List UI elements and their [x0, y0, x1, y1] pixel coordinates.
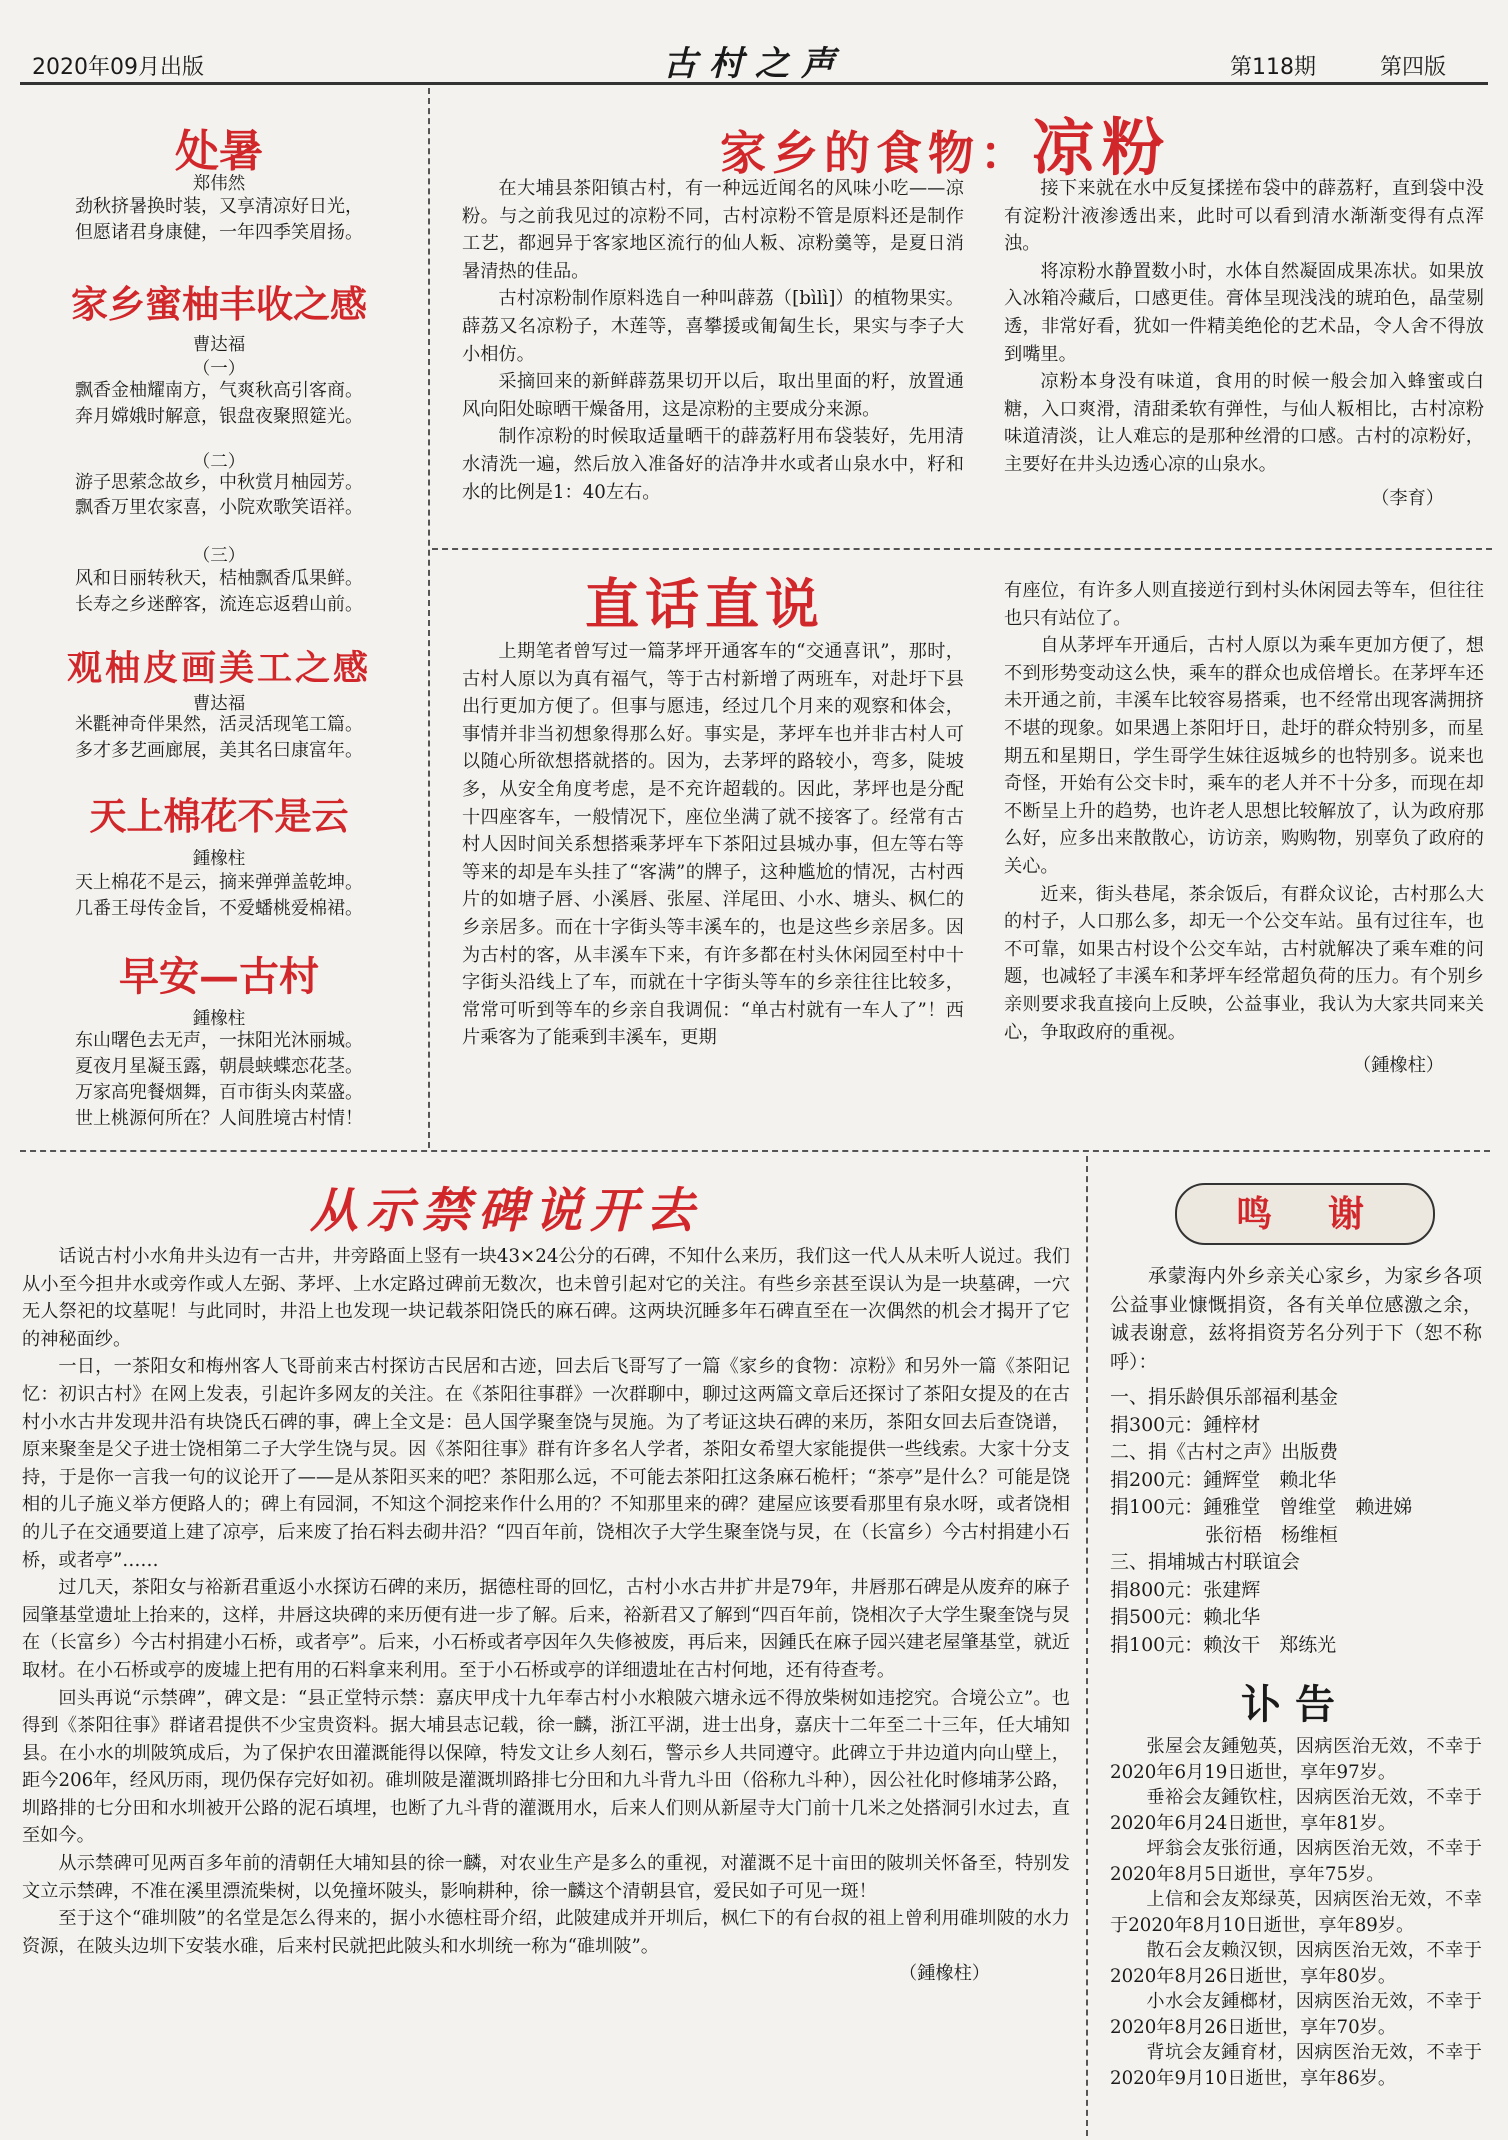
talk-column-2 [1004, 577, 1484, 1080]
stele-title: 从示禁碑说开去 [310, 1183, 703, 1239]
masthead: 古村之声 [663, 44, 847, 84]
talk-title: 直话直说 [585, 572, 825, 636]
obituary-entry: 张屋会友鍾勉英，因病医治无效，不幸于2020年6月19日逝世，享年97岁。 [1110, 1736, 1482, 1783]
thanks-line: 捐200元：鍾辉堂 赖北华 [1110, 1468, 1337, 1491]
thanks-line: 捐800元：张建辉 [1110, 1578, 1261, 1601]
thanks-line: 三、捐埔城古村联谊会 [1110, 1551, 1301, 1573]
thanks-line: 捐500元：赖北华 [1110, 1606, 1261, 1628]
poem-line: 飘香万里农家喜，小院欢歌笑语祥。 [75, 497, 363, 518]
header-issue: 第118期 [1230, 55, 1316, 80]
poem-line: 米氍神奇伴果然，活灵活现笔工篇。 [75, 714, 363, 735]
thanks-line: 二、捐《古村之声》出版费 [1110, 1441, 1339, 1463]
paragraph: 在大埔县茶阳镇古村，有一种远近闻名的风味小吃——凉粉。与之前我见过的凉粉不同，古村凉粉不管是原料还是制作工艺，都迥异于客家地区流行的仙人粄、凉粉羹等，是夏日消暑清热的佳品。 [462, 178, 964, 282]
thanks-line: 捐100元：鍾雅堂 曾维堂 赖进娣 [1110, 1496, 1413, 1518]
poem-line: 夏夜月星凝玉露，朝晨蛱蝶恋花茎。 [75, 1056, 363, 1077]
poem-line: 天上棉花不是云，摘来弹弹盖乾坤。 [75, 872, 363, 893]
poem-author: 鍾橡柱 [192, 849, 246, 869]
paragraph: 自从茅坪车开通后，古村人原以为乘车更加方便了，想不到形势变动这么快，乘车的群众也成倍增长。在茅坪车还未开通之前，丰溪车比较容易搭乘，也不经常出现客满拥挤不堪的现象。如果遇上茶阳圩日，赴圩的群众特别多，而星期五和星期日，学生哥学生妹往返城乡的也特别多。说来也奇怪，开始有公交卡时，乘车的老人并不十分多，而现在却不断呈上升的趋势，也许老人思想比较解放了，认为政府那么好，应多出来散散心，访访亲，购购物，别辜负了政府的关心。 [1004, 635, 1484, 877]
poem-line: 飘香金柚耀南方，气爽秋高引客商。 [75, 380, 363, 401]
thanks-line: 捐100元：赖汝干 郑练光 [1110, 1633, 1337, 1656]
food-title-highlight: 凉粉 [1032, 111, 1173, 184]
paragraph: 一日，一茶阳女和梅州客人飞哥前来古村探访古民居和古迹，回去后飞哥写了一篇《家乡的食物：凉粉》和另外一篇《茶阳记忆：初识古村》在网上发表，引起许多网友的关注。在《茶阳往事群》一次群聊中，聊过这两篇文章后还探讨了茶阳女提及的在古村小水古井发现井沿有块饶氏石碑的事，碑上全文是：邑人国学聚奎饶与炅施。为了考证这块石碑的来历，茶阳女回去后查饶谱，原来聚奎是父子进士饶相第二子大学生饶与炅。因《茶阳往事》群有许多名人学者，茶阳女希望大家能提供一些线索。大家十分支持，于是你一言我一句的议论开了——是从茶阳买来的吧？茶阳那么远，不可能去茶阳扛这条麻石桅杆；“茶亭”是什么？可能是饶相的儿子施义举方便路人的；碑上有园洞，不知这个洞挖来作什么用的？不知那里来的碑？建屋应该要看那里有泉水呀，或者饶相的儿子在交通要道上建了凉亭，后来废了抬石料去砌井沿？“四百年前，饶相次子大学生聚奎饶与炅，在（长富乡）今古村捐建小石桥，或者亭”…… [22, 1356, 1070, 1571]
poem-author: 郑伟然 [192, 174, 246, 194]
poem-title: 观柚皮画美工之感 [66, 649, 371, 689]
paragraph: 回头再说“示禁碑”，碑文是：“县正堂特示禁：嘉庆甲戌十九年奉古村小水粮陂六塘永远不得放柴树如违挖究。合境公立”。也得到《茶阳往事》群诸君提供不少宝贵资料。据大埔县志记载，徐一麟，浙江平湖，进士出身，嘉庆十二年至二十三年，任大埔知县。在小水的圳陂筑成后，为了保护农田灌溉能得以保障，特发文让乡人刻石，警示乡人共同遵守。此碑立于井边道内向山壁上，距今206年，经风历雨，现仍保存完好如初。碓圳陂是灌溉圳路排七分田和九斗背九斗田（俗称九斗种），因公社化时修埔茅公路，圳路排的七分田和水圳被开公路的泥石填埋，也断了九斗背的灌溉用水，后来人们则从新屋寺大门前十几米之处搭洞引水过去，直至如今。 [22, 1687, 1070, 1847]
paragraph: 有座位，有许多人则直接逆行到村头休闲园去等车，但往往也只有站位了。 [1004, 580, 1484, 629]
poem-line: 但愿诸君身康健，一年四季笑眉扬。 [75, 222, 363, 243]
food-title-main: 家乡的食物： [720, 126, 1032, 180]
paragraph: 过几天，茶阳女与裕新君重返小水探访石碑的来历，据德柱哥的回忆，古村小水古井扩井是79年，井唇那石碑是从废弃的麻子园肇基堂遗址上抬来的，这样，井唇这块碑的来历便有进一步了解。后来，裕新君又了解到“四百年前，饶相次子大学生聚奎饶与炅在（长富乡）今古村捐建小石桥，或者亭”。后来，小石桥或者亭因年久失修被废，再后来，因鍾氏在麻子园兴建老屋肇基堂，就近取材。在小石桥或亭的废墟上把有用的石料拿来利用。至于小石桥或亭的详细遗址在古村何地，还有待查考。 [22, 1577, 1070, 1681]
poem-line: 奔月嫦娥时解意，银盘夜聚照筵光。 [75, 406, 363, 427]
obituary-entry: 背坑会友鍾育材，因病医治无效，不幸于2020年9月10日逝世，享年86岁。 [1110, 2042, 1482, 2089]
obituary-entry: 垂裕会友鍾钦柱，因病医治无效，不幸于2020年6月24日逝世，享年81岁。 [1110, 1787, 1482, 1834]
column-divider [1086, 1156, 1088, 2136]
paragraph: 从示禁碑可见两百多年前的清朝任大埔知县的徐一麟，对农业生产是多么的重视，对灌溉不足十亩田的陂圳关怀备至，特别发文立示禁碑，不准在溪里漂流柴树，以免撞坏陂头，影响耕种，徐一麟这个清朝县官，爱民如子可见一斑！ [22, 1853, 1070, 1902]
column-divider [428, 88, 430, 1148]
food-column-1 [462, 175, 964, 506]
poem-title: 天上棉花不是云 [89, 795, 349, 838]
talk-column-1 [462, 638, 964, 1052]
thanks-line: 捐300元：鍾梓材 [1110, 1413, 1261, 1436]
section-divider [20, 1150, 1490, 1152]
obituary-title: 讣告 [1241, 1681, 1349, 1728]
obituary-entry: 散石会友赖汉钡，因病医治无效，不幸于2020年8月26日逝世，享年80岁。 [1110, 1940, 1482, 1987]
poem-author: 曹达福 [192, 694, 246, 714]
paragraph: 制作凉粉的时候取适量晒干的薜荔籽用布袋装好，先用清水清洗一遍，然后放入准备好的洁净井水或者山泉水中，籽和水的比例是1：40左右。 [462, 426, 964, 503]
author-signature: （鍾橡柱） [899, 1963, 990, 1985]
thanks-intro: 承蒙海内外乡亲关心家乡，为家乡各项公益事业慷慨捐资，各有关单位感激之余，诚表谢意，兹将捐资芳名分列于下（恕不称呼）： [1110, 1265, 1482, 1373]
stele-body [22, 1243, 1070, 1988]
header-date: 2020年09月出版 [32, 55, 204, 80]
food-title [720, 98, 1172, 187]
obituary-entry: 坪翁会友张衍通，因病医治无效，不幸于2020年8月5日逝世，享年75岁。 [1110, 1838, 1482, 1885]
poem-line: 万家高兜餐烟舞，百市街头肉菜盛。 [75, 1082, 363, 1103]
header-page: 第四版 [1380, 55, 1447, 80]
poem-title: 早安—古村 [119, 953, 319, 1000]
poem-title: 家乡蜜柚丰收之感 [71, 283, 367, 326]
poem-line: 长寿之乡迷醉客，流连忘返碧山前。 [75, 594, 363, 615]
thanks-title: 鸣 谢 [1235, 1193, 1374, 1235]
poem-line: 风和日丽转秋天，桔柚飘香瓜果鲜。 [75, 568, 363, 589]
author-signature: （李育） [1371, 487, 1444, 509]
poem-line: 东山曙色去无声，一抹阳光沐丽城。 [75, 1030, 363, 1051]
paragraph: 至于这个“碓圳陂”的名堂是怎么得来的，据小水德柱哥介绍，此陂建成并开圳后，枫仁下的有台叔的祖上曾利用碓圳陂的水力资源，在陂头边圳下安装水碓，后来村民就把此陂头和水圳统一称为“碓圳陂”。 [22, 1908, 1070, 1957]
poem-part-label: （二） [192, 452, 246, 472]
paragraph: 古村凉粉制作原料选自一种叫薜荔（[bìlì]）的植物果实。薜荔又名凉粉子，木莲等，喜攀援或匍匐生长，果实与李子大小相仿。 [462, 288, 964, 365]
section-divider [432, 548, 1492, 550]
poem-line: 世上桃源何所在？人间胜境古村情！ [75, 1108, 363, 1129]
paragraph: 上期笔者曾写过一篇茅坪开通客车的“交通喜讯”，那时，古村人原以为真有福气，等于古村新增了两班车，对赴圩下县出行更加方便了。但事与愿违，经过几个月来的观察和体会，事情并非当初想象得那么好。事实是，茅坪车也并非古村人可以随心所欲想搭就搭的。因为，去茅坪的路较小，弯多，陡坡多，从安全角度考虑，是不充许超载的。因此，茅坪也是分配十四座客车，一般情况下，座位坐满了就不接客了。经常有古村人因时间关系想搭乘茅坪车下茶阳过县城办事，但左等右等等来的却是车头挂了“客满”的牌子，这种尴尬的情况，古村西片的如塘子唇、小溪唇、张屋、洋尾田、小水、塘头、枫仁的乡亲居多。而在十字街头等丰溪车的，也是这些乡亲居多。因为古村的客，从丰溪车下来，有许多都在村头休闲园至村中十字街头沿线上了车，而就在十字街头等车的乡亲往往比较多，常常可听到等车的乡亲自我调侃：“单古村就有一车人了”！西片乘客为了能乘到丰溪车，更期 [462, 641, 964, 1049]
paragraph: 采摘回来的新鲜薜荔果切开以后，取出里面的籽，放置通风向阳处晾晒干燥备用，这是凉粉的主要成分来源。 [462, 371, 964, 420]
paragraph: 凉粉本身没有味道，食用的时候一般会加入蜂蜜或白糖，入口爽滑，清甜柔软有弹性，与仙人粄相比，古村凉粉味道清淡，让人难忘的是那种丝滑的口感。古村的凉粉好，主要好在井头边透心凉的山泉水。 [1004, 371, 1484, 475]
obituary-entry: 小水会友鍾榔材，因病医治无效，不幸于2020年8月26日逝世，享年70岁。 [1110, 1991, 1482, 2038]
author-signature: （鍾橡柱） [1353, 1055, 1444, 1077]
poem-title: 处暑 [175, 126, 263, 177]
obituary-entry: 上信和会友郑绿英，因病医治无效，不幸于2020年8月10日逝世，享年89岁。 [1110, 1889, 1482, 1936]
food-column-2 [1004, 175, 1484, 513]
poem-author: 曹达福 [192, 335, 246, 355]
poem-part-label: （三） [192, 546, 246, 566]
poem-line: 游子思萦念故乡，中秋赏月柚园芳。 [75, 472, 363, 493]
thanks-line: 张衍梧 杨维桓 [1110, 1523, 1339, 1546]
paragraph: 将凉粉水静置数小时，水体自然凝固成果冻状。如果放入冰箱冷藏后，口感更佳。膏体呈现浅浅的琥珀色，晶莹剔透，非常好看，犹如一件精美绝伦的艺术品，令人舍不得放到嘴里。 [1004, 260, 1484, 365]
thanks-body [1110, 1262, 1482, 1659]
poem-line: 几番王母传金旨，不爱蟠桃爱棉裙。 [75, 898, 363, 919]
paragraph: 接下来就在水中反复揉搓布袋中的薜荔籽，直到袋中没有淀粉汁液渗透出来，此时可以看到清水渐渐变得有点浑浊。 [1004, 178, 1484, 255]
paragraph: 话说古村小水角井头边有一古井，井旁路面上竖有一块43×24公分的石碑，不知什么来历，我们这一代人从未听人说过。我们从小至今担井水或旁作或人左弼、茅坪、上水定路过碑前无数次，也未曾引起对它的关注。有些乡亲甚至误认为是一块墓碑，一穴无人祭祀的坟墓呢！与此同时，井沿上也发现一块记载茶阳饶氏的麻石碑。这两块沉睡多年石碑直至在一次偶然的机会才揭开了它的神秘面纱。 [22, 1246, 1070, 1350]
paragraph: 近来，街头巷尾，茶余饭后，有群众议论，古村那么大的村子，人口那么多，却无一个公交车站。虽有过往车，也不可靠，如果古村设个公交车站，古村就解决了乘车难的问题，也减轻了丰溪车和茅坪车经常超负荷的压力。有个别乡亲则要求我直接向上反映，公益事业，我认为大家共同来关心，争取政府的重视。 [1004, 883, 1484, 1043]
thanks-banner [1175, 1183, 1435, 1245]
obituary-list [1110, 1734, 1482, 2091]
poem-column [10, 0, 428, 1150]
thanks-line: 一、捐乐龄俱乐部福利基金 [1110, 1386, 1339, 1408]
poem-line: 劲秋挤暑换时装，又享清凉好日光， [75, 196, 363, 217]
poem-line: 多才多艺画廊展，美其名曰康富年。 [75, 740, 363, 761]
poem-part-label: （一） [192, 359, 246, 379]
poem-author: 鍾橡柱 [192, 1009, 246, 1029]
